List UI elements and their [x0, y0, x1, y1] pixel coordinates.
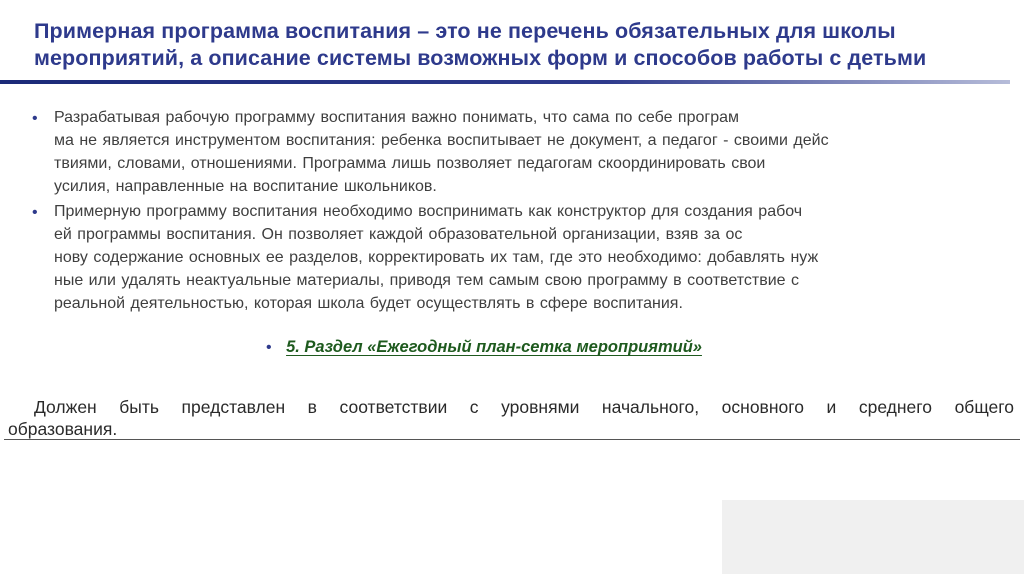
- requirement-note-line-2: образования.: [8, 419, 118, 439]
- slide-title-line-2: мероприятий, а описание системы возможных форм и способов работы с детьми: [34, 46, 927, 70]
- bullet-1-line-1: Разрабатывая рабочую программу воспитания важно понимать, что сама по себе програм: [54, 109, 740, 126]
- slide-title: [34, 18, 994, 72]
- bullet-1-line-2: ма не является инструментом воспитания: ребенка воспитывает не документ, а педагог - своими дейс: [54, 132, 829, 149]
- bullet-1-line-3: твиями, словами, отношениями. Программа лишь позволяет педагогам скоординировать свои: [54, 155, 766, 172]
- bullet-2-line-4: ные или удалять неактуальные материалы, приводя тем самым свою программу в соответствие с: [54, 272, 799, 289]
- bullet-icon: •: [32, 204, 38, 221]
- requirement-note-line-1: Должен быть представлен в соответствии с уровнями начального, основного и среднего общего: [34, 397, 1014, 417]
- requirement-note: [8, 396, 1018, 440]
- note-underline: [4, 439, 1020, 440]
- bullet-item-2: [30, 200, 1000, 315]
- bullet-icon: •: [32, 110, 38, 127]
- slide-title-line-1: Примерная программа воспитания – это не перечень обязательных для школы: [34, 19, 896, 43]
- section-heading: [266, 338, 702, 357]
- title-divider: [0, 80, 1010, 84]
- section-heading-text: 5. Раздел «Ежегодный план-сетка мероприятий»: [286, 338, 702, 356]
- bullet-icon: •: [266, 339, 272, 356]
- bullet-1-line-4: усилия, направленные на воспитание школьников.: [54, 178, 437, 195]
- bullet-item-1: [30, 106, 1000, 198]
- bullet-2-line-1: Примерную программу воспитания необходимо воспринимать как конструктор для создания рабоч: [54, 203, 803, 220]
- bullet-list: [30, 106, 1000, 317]
- bullet-2-line-2: ей программы воспитания. Он позволяет каждой образовательной организации, взяв за ос: [54, 226, 743, 243]
- bullet-2-line-3: нову содержание основных ее разделов, корректировать их там, где это необходимо: добавлять нуж: [54, 249, 819, 266]
- bullet-2-line-5: реальной деятельностью, которая школа будет осуществлять в сфере воспитания.: [54, 295, 683, 312]
- corner-panel: [722, 500, 1024, 574]
